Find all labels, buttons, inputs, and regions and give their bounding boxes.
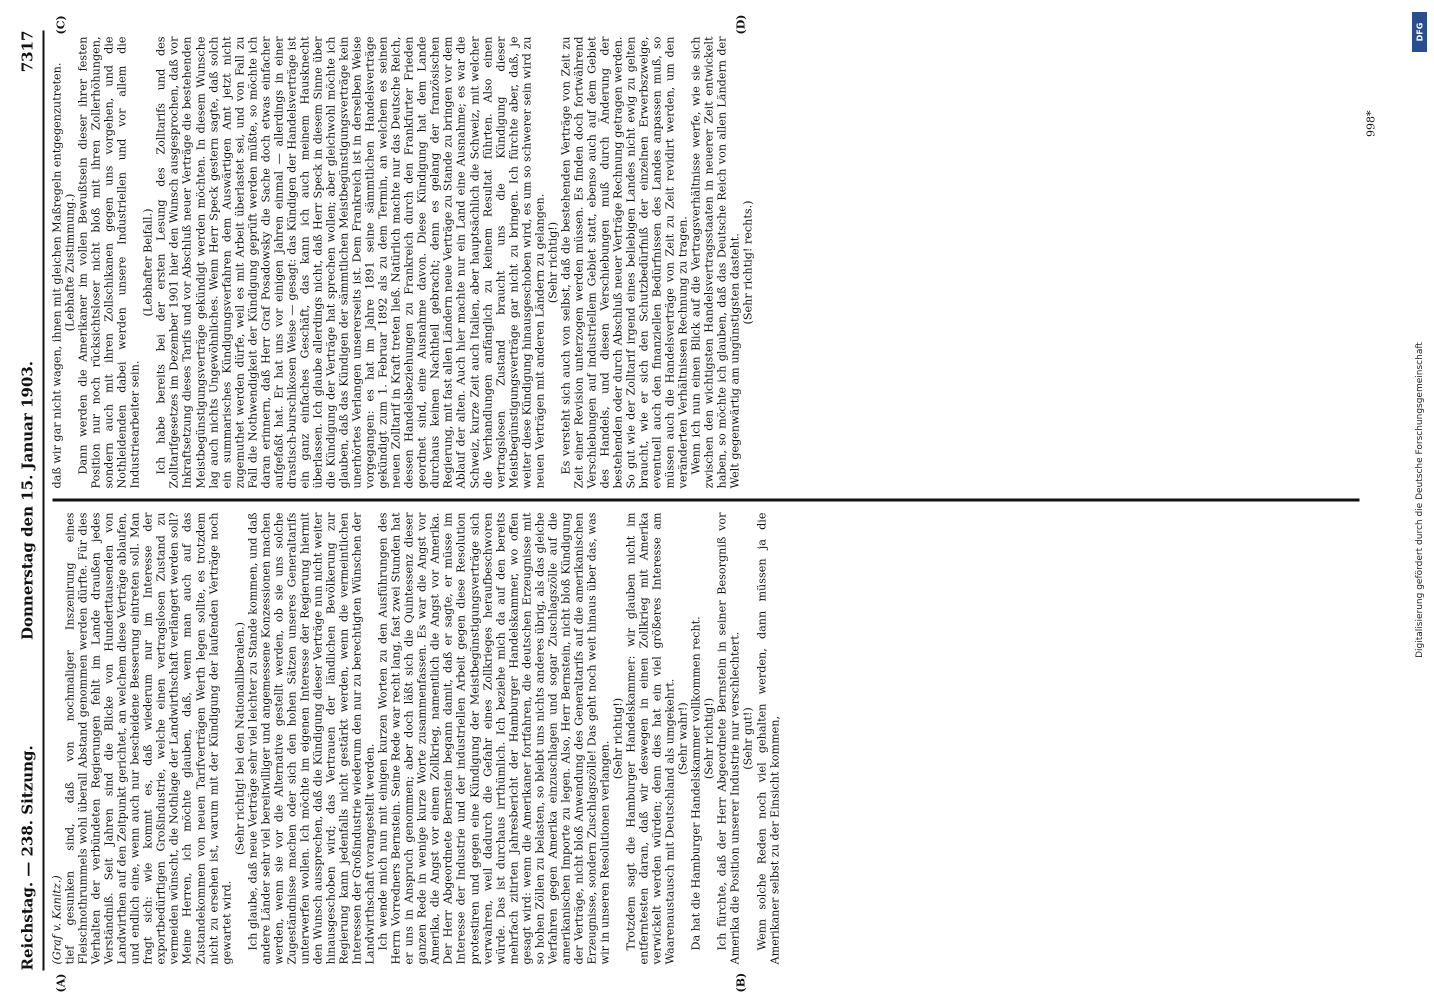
interjection: (Sehr richtig!) (702, 697, 716, 780)
interjection: (Sehr richtig!) (546, 221, 560, 304)
interjection: (Sehr richtig! rechts.) (741, 200, 755, 325)
interjection: (Lebhafter Beifall.) (141, 208, 155, 317)
page-number: 7317 (18, 30, 37, 73)
paragraph: Da hat die Hamburger Handelskammer vollkommen recht. (689, 616, 703, 951)
paragraph: Ich habe bereits bei der ersten Lesung des Zolltarifs und des Zolltarifgesetzes im Dezember 1901 hier den Wunsch ausgesprochen, daß vor Inkraftsetzung dieses Tarifs und vor Abschluß neuer Verträge die bestehenden Meistbegünstigungsverträge gekündigt werden möchten. In diesem Wunsche lag auch nichts Ungewöhnliches. Wenn Herr Speck gestern sagte, daß solch ein summarisches Kündigungsverfahren dem Auswärtigen Amt jetzt nicht zugemuthet werden dürfe, weil es mit Arbeit überlastet sei, und von Fall zu Fall die Nothwendigkeit der Kündigung geprüft werden müßte, so möchte ich daran erinnern, daß Herr Graf Posadowsky die Sache doch etwas einfacher aufgefaßt hat. Er hat uns vor einigen Jahren einmal — allerdings in einer drastisch-burschikosen Weise — gesagt: das Kündigen der Handelsverträge ist ein ganz einfaches Geschäft, das kann ich auch meinem Hausknecht überlassen. Ich glaube allerdings nicht, daß Herr Speck in diesem Sinne über die Kündigung der Verträge hat sprechen wollen; aber gleichwohl möchte ich glauben, daß das Kündigen der sämmtlichen Meistbegünstigungsverträge kein unerhörtes Verlangen unsererseits ist. Dem Frankreich ist in derselben Weise vorgegangen: es hat im Jahre 1891 seine sämmtlichen Handelsverträge gekündigt zum 1. Februar 1892 als zu dem Termin, an welchem es seinen neuen Zolltarif in Kraft treten ließ. Natürlich machte nur das Deutsche Reich, dessen Handelsbeziehungen zu Frankreich durch den Frankfurter Frieden geordnet sind, eine Ausnahme davon. Diese Kündigung hat dem Lande durchaus keinen Nachtheil gebracht; denn es gelang der französischen Regierung, mit fast allen Ländern neue Verträge zu Stande zu bringen vor dem Ablauf der alten. Auch hier machte nur ein Land eine Ausnahme; es war die Schweiz, kurze Zeit auch Italien, aber hauptsächlich die Schweiz, mit welcher die Verhandlungen anfänglich zu keinem Resultat führten. Also einen vertragslosen Zustand braucht uns die Kündigung dieser Meistbegünstigungsverträge gar nicht zu bringen. Ich fürchte aber, daß, je weiter diese Kündigung hinausgeschoben wird, es um so schwerer sein wird zu neuen Verträgen mit anderen Ländern zu gelangen. (154, 36, 547, 489)
paragraph: Dann werden die Amerikaner im vollen Bewußtsein dieser ihrer festen Position nur noch rücksichtsloser nicht bloß mit ihren Zollerhöhungen, sondern auch mit ihren Zollschikanen gegen uns vorgehen, und die Nothleidenden dabei werden unsere Industriellen und vor allem die Industriearbeiter sein. (76, 36, 142, 489)
paragraph: Wenn solche Reden noch viel gehalten werden, dann müssen ja die Amerikaner selbst zu der Einsicht kommen, (755, 512, 782, 965)
interjection: (Sehr richtig!) (611, 697, 625, 780)
header-left: Reichstag. — 238. Sitzung. (18, 745, 37, 971)
header-rule (43, 31, 45, 971)
interjection: (Sehr richtig! bei den Nationalliberalen.) (233, 622, 247, 855)
margin-mark-c: (C) (54, 15, 68, 35)
page-header (15, 31, 41, 971)
paragraph: Ich fürchte, daß der Herr Abgeordnete Bernstein in seiner Besorgniß vor Amerika die Position unserer Industrie nur verschlechtert. (715, 512, 742, 965)
signature-mark: 998* (1364, 110, 1378, 137)
paragraph: Ich glaube, daß neue Verträge sehr viel leichter zu Stande kommen, und daß andere Länder sehr viel bereitwilliger und angemessene Konzessionen machen werden, wenn sie vor die Alternative gestellt werden, ob sie uns solche Zugeständnisse machen oder sich den hohen Sätzen unseres Generaltarifs unterwerfen wollen. Ich möchte im eigenen Interesse der Regierung hiermit den Wunsch aussprechen, daß die Kündigung dieser Verträge nun nicht weiter hinausgeschoben wird; das Vertrauen der ländlichen Bevölkerung zur Regierung kann jedenfalls nicht gestärkt werden, wenn die vermeintlichen Interessen der Großindustrie wiederum den nur zu berechtigten Wünschen der Landwirthschaft vorangestellt werden. (246, 512, 377, 965)
paragraph: Trotzdem sagt die Hamburger Handelskammer: wir glauben nicht im entferntesten daran, daß wir deswegen in einen Zollkrieg mit Amerika verwickelt werden würden; denn dies hat ein viel größeres Interesse am Waarenaustausch mit Deutschland als umgekehrt. (624, 512, 677, 965)
funding-sidebar (1408, 8, 1432, 992)
dfg-logo-text: DFG (1415, 22, 1424, 42)
paragraph: Ich wende mich nun mit einigen kurzen Worten zu den Ausführungen des Herrn Vorredners Bernstein. Seine Rede war recht lang, fast zwei Stunden hat er uns in Anspruch genommen; aber doch läßt sich die Quintessenz dieser ganzen Rede in wenige kurze Worte zusammenfassen. Es war die Angst vor Amerika, die Angst vor einem Zollkrieg, namentlich die Angst vor Amerika. Der Herr Abgeordnete Bernstein begann damit, daß er sagte, er müsse im Interesse der Industrie und der industriellen Arbeit gegen diese Resolution protestiren und gegen eine Kündigung der Meistbegünstigungsverträge sich verwahren, weil dadurch die Gefahr eines Zollkrieges heraufbeschworen würde. Das ist durchaus irrthümlich. Ich beziehe mich da auf den bereits mehrfach zitirten Jahresbericht der Hamburger Handelskammer, wo offen gesagt wird: wenn die Amerikaner fortfahren, die deutschen Erzeugnisse mit so hohen Zöllen zu belasten, so bleibt uns nichts anderes übrig, als das gleiche Verfahren gegen Amerika einzuschlagen und sogar Zuschlagszölle auf die amerikanischen Importe zu legen. Also, Herr Bernstein, nicht bloß Kündigung der Verträge, nicht bloß Anwendung des Generaltarifs auf die amerikanischen Erzeugnisse, sondern Zuschlagszölle! Das geht noch weit hinaus über das, was wir in unseren Resolutionen verlangen. (376, 512, 612, 965)
rotated-page (15, 14, 1390, 993)
speaker-note: (Graf v. Kanitz.) (50, 875, 64, 965)
paragraph: Wenn ich nun einen Blick auf die Vertragsverhältnisse werfe, wie sie sich zwischen den wichtigsten Handelsvertragsstaaten in neuerer Zeit entwickelt haben, so möchte ich glauben, daß das Deutsche Reich von allen Ländern der Welt gegenwärtig am ungünstigsten dasteht. (689, 36, 742, 489)
dfg-logo (1412, 12, 1427, 52)
paragraph: Es versteht sich auch von selbst, daß die bestehenden Verträge von Zeit zu Zeit einer Revision unterzogen werden müssen. Es finden doch fortwährend Verschiebungen auf industriellem Gebiet statt, ebenso auch auf dem Gebiet des Handels, und diesen Verschiebungen muß durch Änderung der bestehenden oder durch Abschluß neuer Verträge Rechnung getragen werden. So gut wie der Zolltarif irgend eines beliebigen Landes nicht ewig zu gelten braucht, wie er sich den Schutzbedürfniß der einzelnen Erwerbszweige, eventuell auch den finanziellen Bedürfnissen des Landes anpassen muß, so müssen auch die Handelsverträge von Zeit zu Zeit revidirt werden, um den veränderten Verhältnissen Rechnung zu tragen. (559, 36, 690, 489)
interjection: (Lebhafte Zustimmung.) (63, 193, 77, 332)
header-date: Donnerstag den 15. Januar 1903. (18, 361, 37, 640)
interjection: (Sehr gut!) (741, 707, 755, 770)
margin-mark-b: (B) (734, 972, 748, 993)
paragraph: daß wir gar nicht wagen, ihnen mit gleichen Maßregeln entgegenzutreten. (50, 62, 64, 489)
left-column (51, 513, 782, 965)
margin-mark-a: (A) (54, 973, 68, 993)
paragraph: tief gesunken sind, daß von nochmaliger Inszenirung eines Fleischnothrummels wohl überall Abstand genommen werden dürfte. Für dies Verhalten der verbündeten Regierungen fehlt im Lande draußen jedes Verständniß. Seit Jahren sind die Blicke von Hunderttausenden von Landwirthen auf den Zeitpunkt gerichtet, an welchem diese Verträge ablaufen, und endlich eine, wenn auch nur bescheidene Besserung eintreten soll. Man fragt sich: wie kommt es, daß wiederum nur im Interesse der exportbedürftigen Großindustrie, welche einen vertragslosen Zustand zu vermeiden wünscht, die Nothlage der Landwirthschaft verlängert werden soll? Meine Herren, ich möchte glauben, daß, wenn man auch auf das Zustandekommen von neuen Tarifverträgen Werth legen sollte, es trotzdem nicht zu ersehen ist, warum mit der Kündigung der laufenden Verträge noch gewartet wird. (63, 512, 234, 965)
interjection: (Sehr wahr!) (676, 702, 690, 775)
right-column (51, 37, 756, 489)
funding-note: Digitalisierung gefördert durch die Deutsche Forschungsgemeinschaft (1415, 342, 1425, 658)
margin-mark-d: (D) (734, 14, 748, 35)
column-rule (53, 499, 1360, 502)
